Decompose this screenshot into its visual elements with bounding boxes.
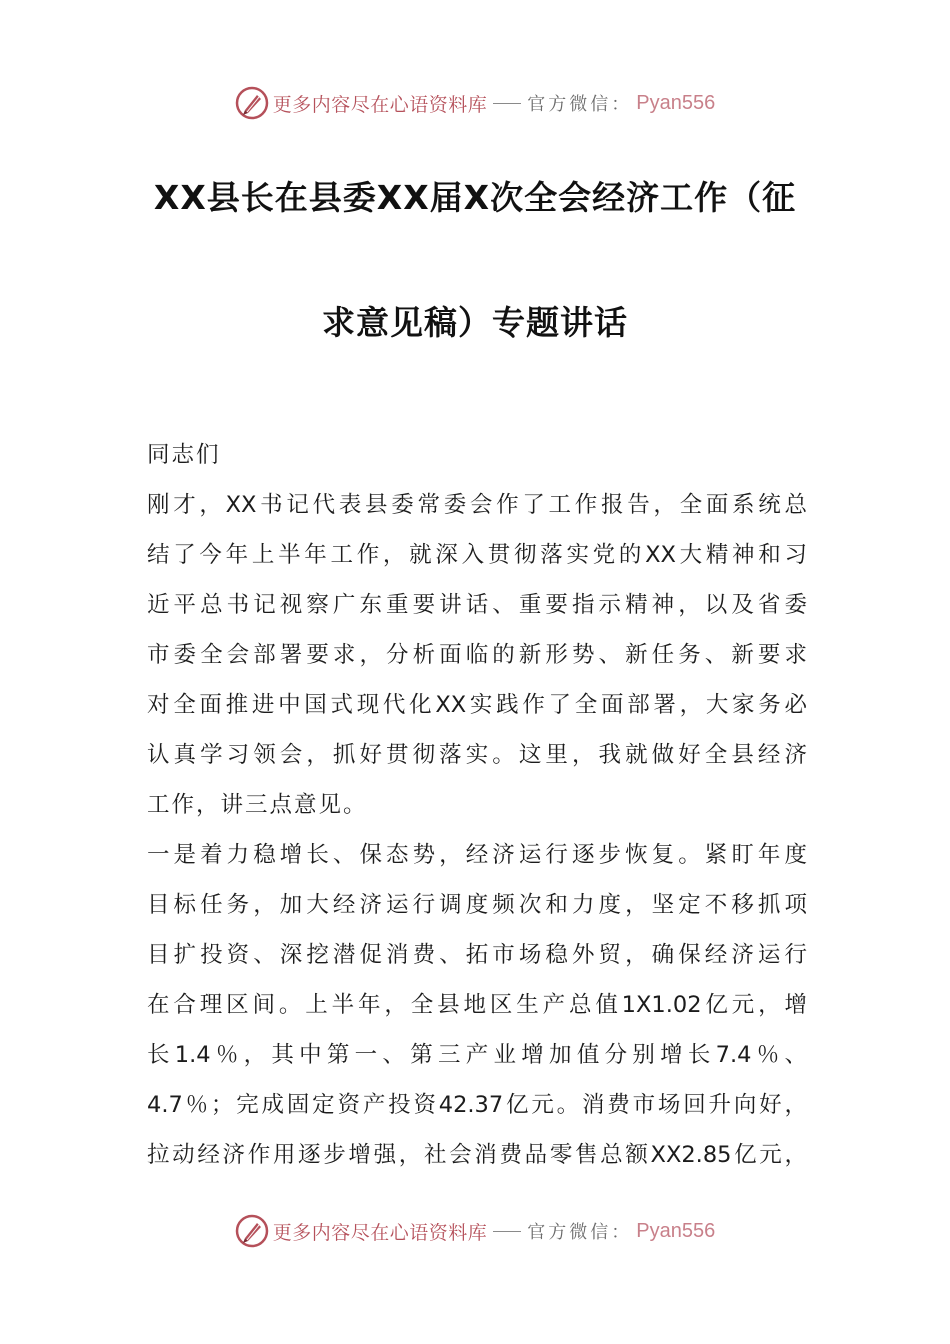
- watermark-wechat-id: Pyan556: [636, 91, 716, 114]
- pen-nib-logo-icon: [235, 86, 269, 120]
- watermark-footer: [0, 1211, 950, 1251]
- body-line: 一是着力稳增长、保态势，经济运行逐步恢复。紧盯年度: [147, 842, 807, 868]
- body-line: 认真学习领会，抓好贯彻落实。这里，我就做好全县经济: [147, 742, 807, 768]
- body-line: 近平总书记视察广东重要讲话、重要指示精神，以及省委: [147, 592, 807, 618]
- salutation: 同志们: [147, 442, 221, 468]
- watermark-dash: [493, 1231, 521, 1232]
- body-line: 长1.4％，其中第一、第三产业增加值分别增长7.4％、: [147, 1042, 807, 1068]
- body-line: 目标任务，加大经济运行调度频次和力度，坚定不移抓项: [147, 892, 807, 918]
- body-line: 目扩投资、深挖潜促消费、拓市场稳外贸，确保经济运行: [147, 942, 807, 968]
- document-body: [147, 430, 807, 1180]
- pen-nib-logo-icon: [235, 1214, 269, 1248]
- document-title-line-1: XX县长在县委XX届X次全会经济工作（征: [153, 178, 797, 217]
- body-line: 拉动经济作用逐步增强，社会消费品零售总额XX2.85亿元，: [147, 1142, 807, 1168]
- watermark-wechat-id: Pyan556: [636, 1219, 716, 1242]
- body-line: 结了今年上半年工作，就深入贯彻落实党的XX大精神和习: [147, 542, 807, 568]
- body-line: 对全面推进中国式现代化XX实践作了全面部署，大家务必: [147, 692, 807, 718]
- body-line: 刚才，XX书记代表县委常委会作了工作报告，全面系统总: [147, 492, 807, 518]
- watermark-official-label: 官方微信：: [527, 94, 633, 115]
- document-title-line-2: 求意见稿）专题讲话: [322, 303, 628, 342]
- watermark-brand-text: 更多内容尽在心语资料库: [272, 93, 488, 116]
- watermark-dash: [493, 103, 521, 104]
- body-line: 在合理区间。上半年，全县地区生产总值1X1.02亿元，增: [147, 992, 807, 1018]
- body-line: 4.7％；完成固定资产投资42.37亿元。消费市场回升向好，: [147, 1092, 807, 1118]
- body-line: 工作，讲三点意见。: [147, 792, 368, 818]
- watermark-brand-text: 更多内容尽在心语资料库: [272, 1221, 488, 1244]
- body-line: 市委全会部署要求，分析面临的新形势、新任务、新要求: [147, 642, 807, 668]
- watermark-header: [0, 83, 950, 123]
- watermark-official-label: 官方微信：: [527, 1222, 633, 1243]
